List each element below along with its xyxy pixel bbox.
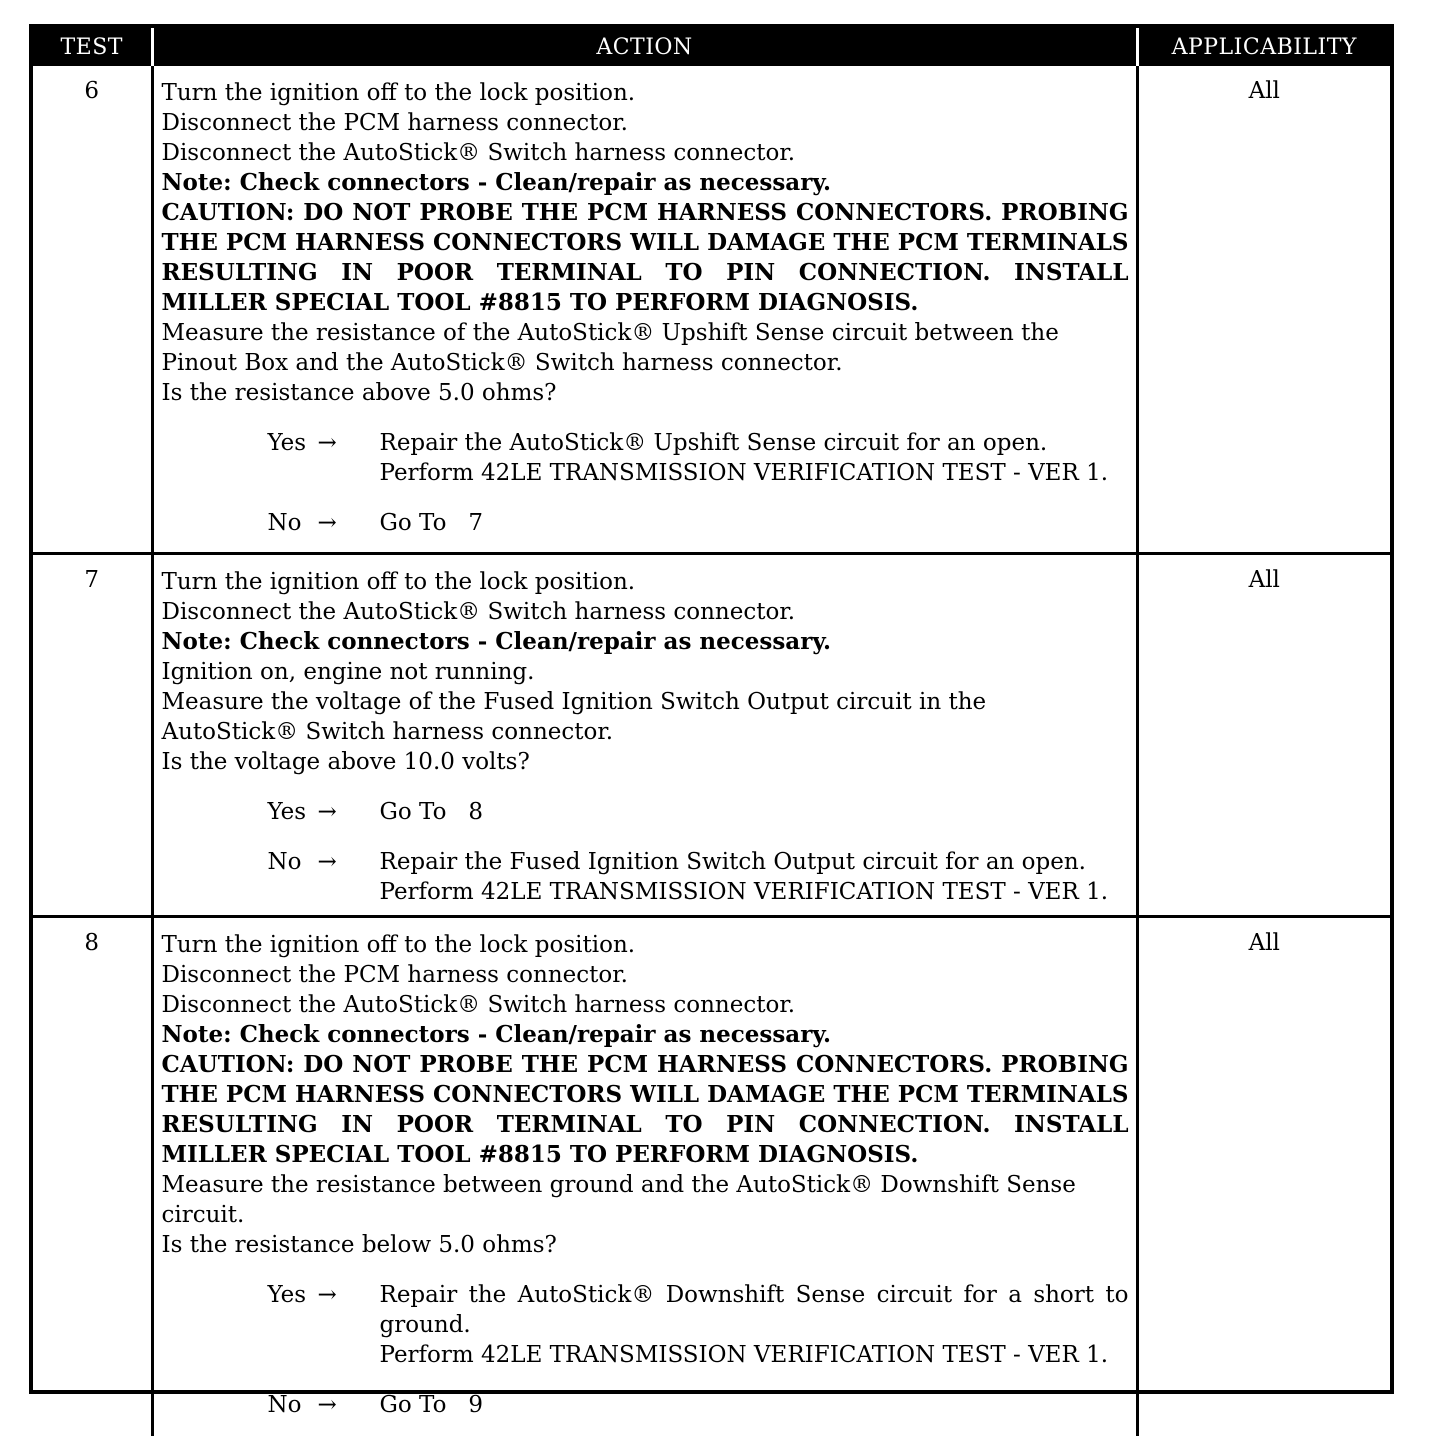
arrow-icon: → xyxy=(317,510,337,536)
arrow-icon: → xyxy=(317,849,337,875)
note-text: Note: Check connectors - Clean/repair as necessary. xyxy=(161,169,832,196)
yes-result: Go To 8 xyxy=(379,799,483,825)
test-number: 6 xyxy=(33,66,152,554)
yes-branch xyxy=(268,428,1129,488)
step-text: Disconnect the PCM harness connector. xyxy=(161,110,628,136)
arrow-icon: → xyxy=(317,799,337,825)
step-text: Turn the ignition off to the lock position. xyxy=(161,932,636,958)
question-text: Is the resistance below 5.0 ohms? xyxy=(161,1232,557,1258)
no-result-text: Repair the Fused Ignition Switch Output circuit for an open. xyxy=(379,849,1086,875)
step-text: Disconnect the AutoStick® Switch harness connector. xyxy=(161,992,796,1018)
table-row xyxy=(33,66,1390,554)
question-text: Is the voltage above 10.0 volts? xyxy=(161,749,530,775)
yes-label: Yes xyxy=(267,1282,307,1308)
arrow-icon: → xyxy=(317,1282,337,1308)
no-branch xyxy=(268,508,1129,538)
step-text: Turn the ignition off to the lock position. xyxy=(161,80,636,106)
table-row xyxy=(33,917,1390,1437)
measure-text: Measure the voltage of the Fused Ignition Switch Output circuit in the AutoStick® Switch harness connector. xyxy=(161,689,987,745)
yes-result xyxy=(380,428,1129,488)
no-result: Go To 7 xyxy=(379,510,483,536)
no-branch xyxy=(268,847,1129,907)
diagnostic-table xyxy=(33,28,1390,1436)
yes-result-text: Repair the AutoStick® Downshift Sense circuit for a short to ground. xyxy=(379,1282,1129,1338)
action-cell xyxy=(152,66,1137,554)
yes-label: Yes xyxy=(267,430,307,456)
action-cell xyxy=(152,917,1137,1437)
note-text: Note: Check connectors - Clean/repair as necessary. xyxy=(161,1021,832,1048)
action-cell xyxy=(152,554,1137,917)
measure-text: Measure the resistance of the AutoStick® Upshift Sense circuit between the Pinout Box and the AutoStick® Switch harness connector. xyxy=(161,320,1059,376)
step-text: Turn the ignition off to the lock position. xyxy=(161,569,636,595)
no-label: No xyxy=(267,1392,302,1418)
no-label: No xyxy=(267,510,302,536)
step-text: Ignition on, engine not running. xyxy=(161,659,535,685)
applicability-value: All xyxy=(1137,66,1390,554)
yes-result xyxy=(380,1280,1129,1370)
no-branch xyxy=(268,1390,1129,1420)
step-text: Disconnect the PCM harness connector. xyxy=(161,962,628,988)
test-number: 7 xyxy=(33,554,152,917)
no-result: Go To 9 xyxy=(379,1392,483,1418)
arrow-icon: → xyxy=(317,430,337,456)
table-row xyxy=(33,554,1390,917)
yes-branch xyxy=(268,1280,1129,1370)
test-number: 8 xyxy=(33,917,152,1437)
question-text: Is the resistance above 5.0 ohms? xyxy=(161,380,557,406)
header-test: TEST xyxy=(33,28,152,66)
measure-text: Measure the resistance between ground and the AutoStick® Downshift Sense circuit. xyxy=(161,1172,1076,1228)
diagnostic-table-frame xyxy=(29,24,1394,1418)
yes-label: Yes xyxy=(267,799,307,825)
step-text: Disconnect the AutoStick® Switch harness connector. xyxy=(161,140,796,166)
yes-result-verify: Perform 42LE TRANSMISSION VERIFICATION TEST - VER 1. xyxy=(379,1342,1109,1368)
yes-result-text: Repair the AutoStick® Upshift Sense circuit for an open. xyxy=(379,430,1048,456)
arrow-icon: → xyxy=(317,1392,337,1418)
no-result xyxy=(380,847,1129,907)
header-action: ACTION xyxy=(152,28,1137,66)
note-text: Note: Check connectors - Clean/repair as necessary. xyxy=(161,628,832,655)
yes-branch xyxy=(268,797,1129,827)
no-result-verify: Perform 42LE TRANSMISSION VERIFICATION TEST - VER 1. xyxy=(379,879,1109,905)
applicability-value: All xyxy=(1137,917,1390,1437)
yes-result-verify: Perform 42LE TRANSMISSION VERIFICATION TEST - VER 1. xyxy=(379,460,1109,486)
header-applicability: APPLICABILITY xyxy=(1137,28,1390,66)
step-text: Disconnect the AutoStick® Switch harness connector. xyxy=(161,599,796,625)
no-label: No xyxy=(267,849,302,875)
caution-text: CAUTION: DO NOT PROBE THE PCM HARNESS CONNECTORS. PROBING THE PCM HARNESS CONNECTORS WILL DAMAGE THE PCM TERMINALS RESULTING IN POOR TERMINAL TO PIN CONNECTION. INSTALL MILLER SPECIAL TOOL #8815 TO PERFORM DIAGNOSIS. xyxy=(161,1051,1129,1168)
applicability-value: All xyxy=(1137,554,1390,917)
header-row xyxy=(33,28,1390,66)
caution-text: CAUTION: DO NOT PROBE THE PCM HARNESS CONNECTORS. PROBING THE PCM HARNESS CONNECTORS WILL DAMAGE THE PCM TERMINALS RESULTING IN POOR TERMINAL TO PIN CONNECTION. INSTALL MILLER SPECIAL TOOL #8815 TO PERFORM DIAGNOSIS. xyxy=(161,199,1129,316)
